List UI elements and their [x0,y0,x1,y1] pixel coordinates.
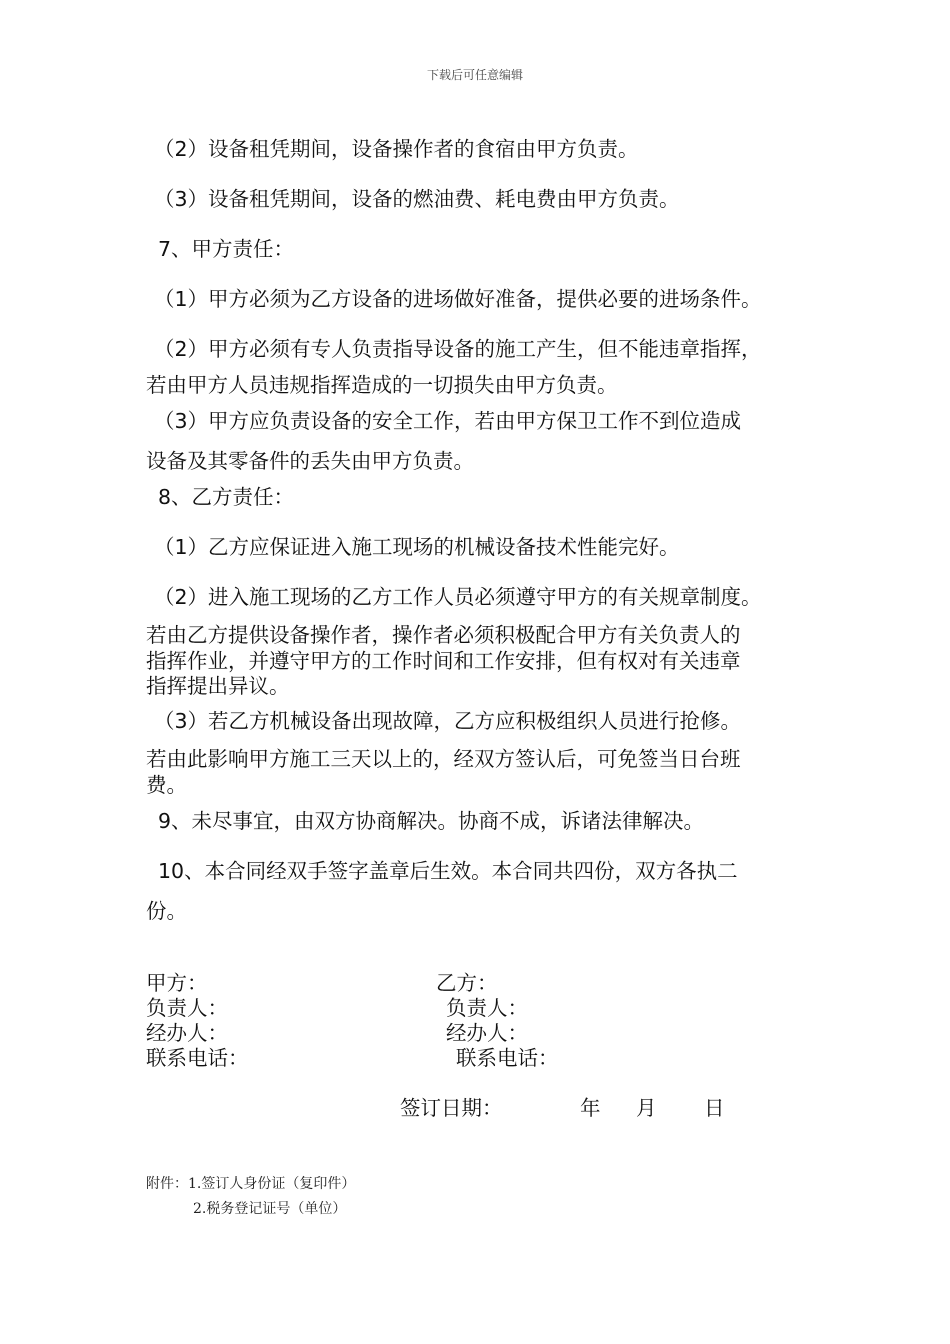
clause-line: 份。 [146,899,187,923]
clause-line: （2）甲方必须有专人负责指导设备的施工产生，但不能违章指挥， [154,337,762,361]
party-b-handler-label: 经办人： [446,1021,528,1045]
section-heading: 8、乙方责任： [158,485,295,509]
attachment-line-2: 2.税务登记证号（单位） [193,1201,347,1217]
clause-line: 指挥提出异议。 [146,674,290,698]
clause-line: （2）设备租凭期间，设备操作者的食宿由甲方负责。 [154,137,639,161]
section-heading: 10、本合同经双手签字盖章后生效。本合同共四份，双方各执二 [158,859,738,883]
party-a-phone-label: 联系电话： [146,1046,249,1070]
party-b-label: 乙方： [436,971,498,995]
clause-line: （3）若乙方机械设备出现故障，乙方应积极组织人员进行抢修。 [154,709,742,733]
party-b-responsible-label: 负责人： [446,996,528,1020]
date-month-label: 月 [636,1096,657,1120]
date-year-label: 年 [580,1096,601,1120]
clause-line: （1）乙方应保证进入施工现场的机械设备技术性能完好。 [154,535,680,559]
clause-line: 若由甲方人员违规指挥造成的一切损失由甲方负责。 [146,373,618,397]
clause-line: （1）甲方必须为乙方设备的进场做好准备，提供必要的进场条件。 [154,287,762,311]
clause-line: （3）甲方应负责设备的安全工作，若由甲方保卫工作不到位造成 [154,409,742,433]
party-a-handler-label: 经办人： [146,1021,228,1045]
clause-line: 若由乙方提供设备操作者，操作者必须积极配合甲方有关负责人的 [146,623,741,647]
clause-line: 若由此影响甲方施工三天以上的，经双方签认后，可免签当日台班 [146,747,741,771]
clause-line: 设备及其零备件的丢失由甲方负责。 [146,449,474,473]
party-b-phone-label: 联系电话： [456,1046,559,1070]
page-header: 下载后可任意编辑 [426,68,523,82]
clause-line: 费。 [146,773,187,797]
clause-line: 指挥作业，并遵守甲方的工作时间和工作安排，但有权对有关违章 [146,649,741,673]
date-day-label: 日 [704,1096,725,1120]
party-a-responsible-label: 负责人： [146,996,228,1020]
signing-date-label: 签订日期： [400,1096,503,1120]
section-heading: 9、未尽事宜，由双方协商解决。协商不成，诉诸法律解决。 [158,809,705,833]
clause-line: （3）设备租凭期间，设备的燃油费、耗电费由甲方负责。 [154,187,680,211]
party-a-label: 甲方： [146,971,208,995]
section-heading: 7、甲方责任： [158,237,295,261]
clause-line: （2）进入施工现场的乙方工作人员必须遵守甲方的有关规章制度。 [154,585,762,609]
attachment-line-1: 附件：1.签订人身份证（复印件） [146,1176,356,1192]
